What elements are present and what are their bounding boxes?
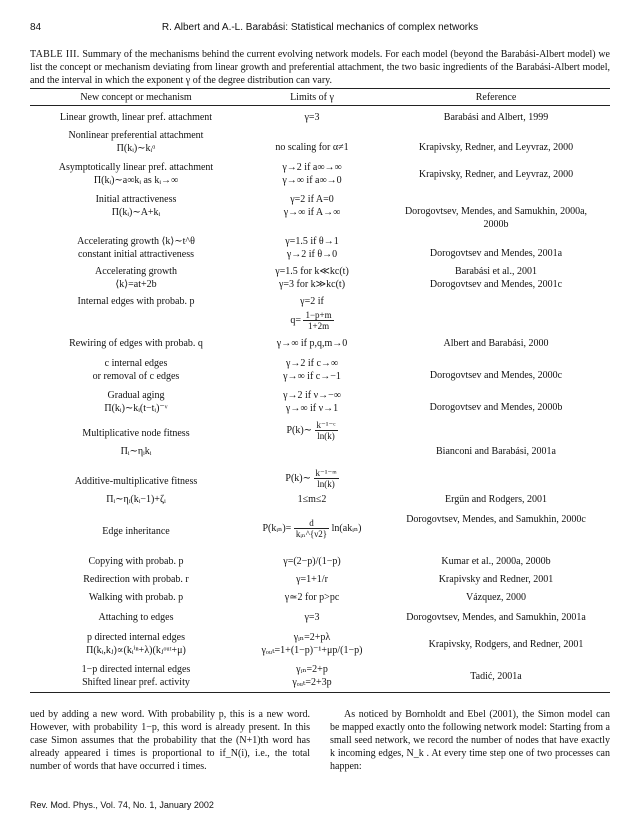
concept-cell: Asymptotically linear pref. attachment Π(kᵢ)∼a∞kᵢ as kᵢ→∞: [58, 162, 214, 186]
col-header-concept: New concept or mechanism: [80, 92, 192, 103]
concept-cell: Initial attractiveness Π(kᵢ)∼A+kᵢ: [95, 194, 177, 218]
limits-cell: γ→∞ if p,q,m→0: [276, 338, 348, 349]
concept-cell: Πᵢ∼ηᵢkᵢ: [120, 446, 152, 457]
limits-cell: 1≤m≤2: [297, 494, 327, 505]
body-paragraph-left: ued by adding a new word. With probability p, this is a new word. However, with probability 1−p, this word is already present. In this case Simon assumes that the probability that the (N+1)th word has already appeared i times is proportional to if_N(i), i.e., the total number of words that have occurred i times.: [30, 709, 310, 772]
concept-cell: Nonlinear preferential attachment Π(kᵢ)∼kᵢᵅ: [68, 130, 204, 154]
col-header-limits: Limits of γ: [290, 92, 334, 103]
fraction: $\frac{d}{\text{kᵢₙ\textasciicircum{}\{ν2\}}}$: [295, 518, 328, 539]
caption-text: Summary of the mechanisms behind the current evolving network models. For each model (beyond the Barabási-Albert model) we list the concept or mechanism deviating from linear growth and preferential attachment, the two basic ingredients of the Barabási-Albert model, and the interval in which the exponent γ of the degree distribution can vary.: [30, 49, 610, 86]
limits-cell: P(kᵢₙ)= $\frac{d}{\text{kᵢₙ\textasciicircum{}\{ν2\}}}$ ln(akᵢₙ): [262, 518, 362, 539]
reference-cell: Dorogovtsev and Mendes, 2001a: [429, 248, 563, 259]
concept-cell: Internal edges with probab. p: [77, 296, 195, 307]
fraction: $\frac{1-p+m}{1+2m}$: [305, 309, 332, 331]
reference-cell: Krapivsky and Redner, 2001: [438, 574, 554, 585]
concept-cell: Additive-multiplicative fitness: [74, 476, 198, 487]
limits-cell: γ=1.5 if θ→1 γ→2 if θ→0: [285, 236, 339, 260]
concept-cell: Walking with probab. p: [88, 592, 184, 603]
limits-cell: P(k)∼ $\frac{\text{k⁻¹⁻ᵐ}}{\ln(k)}$: [285, 468, 337, 489]
limits-cell: γ=3: [304, 112, 320, 123]
running-title: R. Albert and A.-L. Barabási: Statistical mechanics of complex networks: [161, 22, 479, 33]
page-number: 84: [30, 22, 42, 33]
limits-cell: γ≃2 for p>pc: [284, 592, 340, 603]
reference-cell: Dorogovtsev, Mendes, and Samukhin, 2001a: [406, 612, 586, 623]
concept-cell: 1−p directed internal edges Shifted linear pref. activity: [81, 664, 191, 688]
concept-cell: Accelerating growth ⟨k⟩∼t^θ constant initial attractiveness: [77, 236, 195, 260]
concept-cell: Attaching to edges: [98, 612, 174, 623]
limits-cell: no scaling for α≠1: [275, 142, 349, 153]
table-bottom-rule: [30, 692, 610, 693]
col-header-reference: Reference: [475, 92, 517, 103]
reference-cell: Tadić, 2001a: [470, 671, 522, 682]
reference-cell: Vázquez, 2000: [466, 592, 526, 603]
concept-cell: Edge inheritance: [102, 526, 170, 537]
concept-cell: Redirection with probab. r: [83, 574, 189, 585]
reference-cell: Dorogovtsev and Mendes, 2000b: [429, 402, 563, 413]
reference-cell: Albert and Barabási, 2000: [443, 338, 549, 349]
running-header: [30, 22, 610, 36]
concept-cell: Multiplicative node fitness: [82, 428, 190, 439]
limits-cell: γᵢₙ=2+pλ γₒᵤₜ=1+(1−p)⁻¹+μp/(1−p): [261, 632, 363, 656]
reference-cell: Barabási and Albert, 1999: [443, 112, 549, 123]
limits-cell: γ=2 if A=0 γ→∞ if A→∞: [283, 194, 341, 218]
limits-cell: γ=2 if q= $\frac{1-p+m}{1+2m}$: [290, 296, 332, 331]
limits-cell: γ=1+1/r: [296, 574, 328, 585]
reference-cell: Dorogovtsev, Mendes, and Samukhin, 2000c: [406, 514, 586, 525]
limits-cell: γ→2 if c→∞ γ→∞ if c→−1: [283, 358, 341, 382]
limits-cell: γ=(2−p)/(1−p): [283, 556, 341, 567]
concept-cell: Accelerating growth ⟨k⟩=at+2b: [95, 266, 177, 290]
concept-cell: Linear growth, linear pref. attachment: [59, 112, 213, 123]
reference-cell: Barabási et al., 2001 Dorogovtsev and Mendes, 2001c: [429, 266, 563, 290]
reference-cell: Dorogovtsev and Mendes, 2000c: [429, 370, 563, 381]
limits-cell: P(k)∼ $\frac{\text{k⁻¹⁻ᶜ}}{\ln(k)}$: [286, 420, 336, 441]
limits-cell: γ=1.5 for k≪kc(t) γ=3 for k≫kc(t): [275, 266, 349, 290]
fraction: $\frac{\text{k⁻¹⁻ᵐ}}{\ln(k)}$: [315, 468, 337, 489]
reference-cell: Krapivsky, Redner, and Leyvraz, 2000: [418, 142, 574, 153]
table-body: [30, 108, 610, 698]
reference-cell: Kumar et al., 2000a, 2000b: [441, 556, 551, 567]
concept-cell: Gradual aging Π(kᵢ)∼kᵢ(t−tᵢ)⁻ᵛ: [104, 390, 168, 414]
limits-cell: γ=3: [304, 612, 320, 623]
reference-cell: Krapivsky, Redner, and Leyvraz, 2000: [418, 169, 574, 180]
reference-cell: Ergün and Rodgers, 2001: [444, 494, 548, 505]
concept-cell: c internal edges or removal of c edges: [92, 358, 180, 382]
body-paragraph-right: As noticed by Bornholdt and Ebel (2001), the Simon model can be mapped exactly onto the following network model: Starting from a small seed network, we record the number of nodes that have exactly k incoming edges, N_k . At every time step one of two processes can happen:: [330, 709, 610, 772]
limits-prefix: q=: [290, 314, 301, 326]
limits-cell: γᵢₙ=2+p γₒᵤₜ=2+3p: [292, 664, 332, 688]
table-header-rule: [30, 105, 610, 106]
concept-cell: p directed internal edges Π(kᵢ,kⱼ)∝(kᵢⁱⁿ+λ)(kⱼᵒᵘᵗ+μ): [86, 632, 186, 656]
limits-cell: γ→2 if ν→−∞ γ→∞ if ν→1: [283, 390, 341, 414]
reference-cell: Krapivsky, Rodgers, and Redner, 2001: [428, 639, 584, 650]
journal-footer: Rev. Mod. Phys., Vol. 74, No. 1, January 2002: [30, 800, 214, 810]
fraction: $\frac{\text{k⁻¹⁻ᶜ}}{\ln(k)}$: [316, 420, 336, 441]
concept-cell: Rewiring of edges with probab. q: [69, 338, 203, 349]
reference-cell: Dorogovtsev, Mendes, and Samukhin, 2000a, 2000b: [404, 206, 588, 230]
table-header-row: [30, 92, 610, 106]
table-top-rule: [30, 88, 610, 89]
reference-cell: Bianconi and Barabási, 2001a: [436, 446, 556, 457]
caption-label: TABLE III.: [30, 49, 80, 60]
limits-cell: γ→2 if a∞→∞ γ→∞ if a∞→0: [282, 162, 342, 186]
table-caption: [30, 48, 610, 87]
concept-cell: Πᵢ∼ηᵢ(kᵢ−1)+ζᵢ: [106, 494, 166, 505]
concept-cell: Copying with probab. p: [88, 556, 184, 567]
